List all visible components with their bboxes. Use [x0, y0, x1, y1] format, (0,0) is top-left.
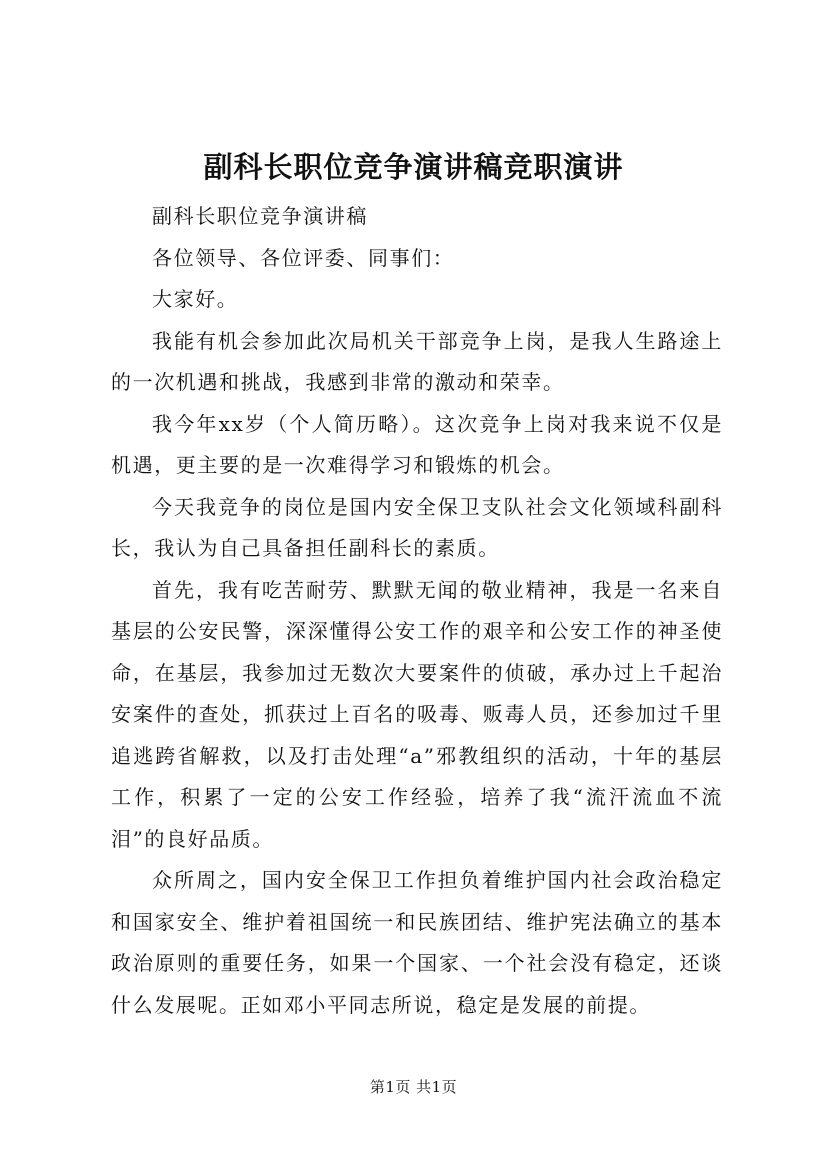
paragraph-first-point: 首先，我有吃苦耐劳、默默无闻的敬业精神，我是一名来自基层的公安民警，深深懂得公安工作的艰辛和公安工作的神圣使命，在基层，我参加过无数次大要案件的侦破，承办过上千起治安案件的查处，抓获过上百名的吸毒、贩毒人员，还参加过千里追逃跨省解救，以及打击处理“a”邪教组织的活动，十年的基层工作，积累了一定的公安工作经验，培养了我“流汗流血不流泪”的良好品质。 [111, 577, 723, 851]
document-body [111, 196, 723, 1026]
paragraph-greeting: 大家好。 [152, 287, 239, 311]
document-title: 副科长职位竞争演讲稿竞职演讲 [203, 150, 624, 184]
paragraph-salutation: 各位领导、各位评委、同事们： [152, 245, 455, 270]
paragraph-position: 今天我竞争的岗位是国内安全保卫支队社会文化领域科副科长，我认为自己具备担任副科长的素质。 [111, 494, 723, 560]
page-number-footer: 第1页 共1页 [369, 1078, 458, 1096]
paragraph-subtitle: 副科长职位竞争演讲稿 [152, 204, 368, 228]
paragraph-security-work: 众所周之，国内安全保卫工作担负着维护国内社会政治稳定和国家安全、维护着祖国统一和民族团结、维护宪法确立的基本政治原则的重要任务，如果一个国家、一个社会没有稳定，还谈什么发展呢。正如邓小平同志所说，稳定是发展的前提。 [111, 868, 723, 1017]
paragraph-age: 我今年xx岁（个人简历略）。这次竞争上岗对我来说不仅是机遇，更主要的是一次难得学习和锻炼的机会。 [111, 411, 723, 477]
paragraph-opportunity: 我能有机会参加此次局机关干部竞争上岗，是我人生路途上的一次机遇和挑战，我感到非常的激动和荣幸。 [111, 328, 723, 394]
